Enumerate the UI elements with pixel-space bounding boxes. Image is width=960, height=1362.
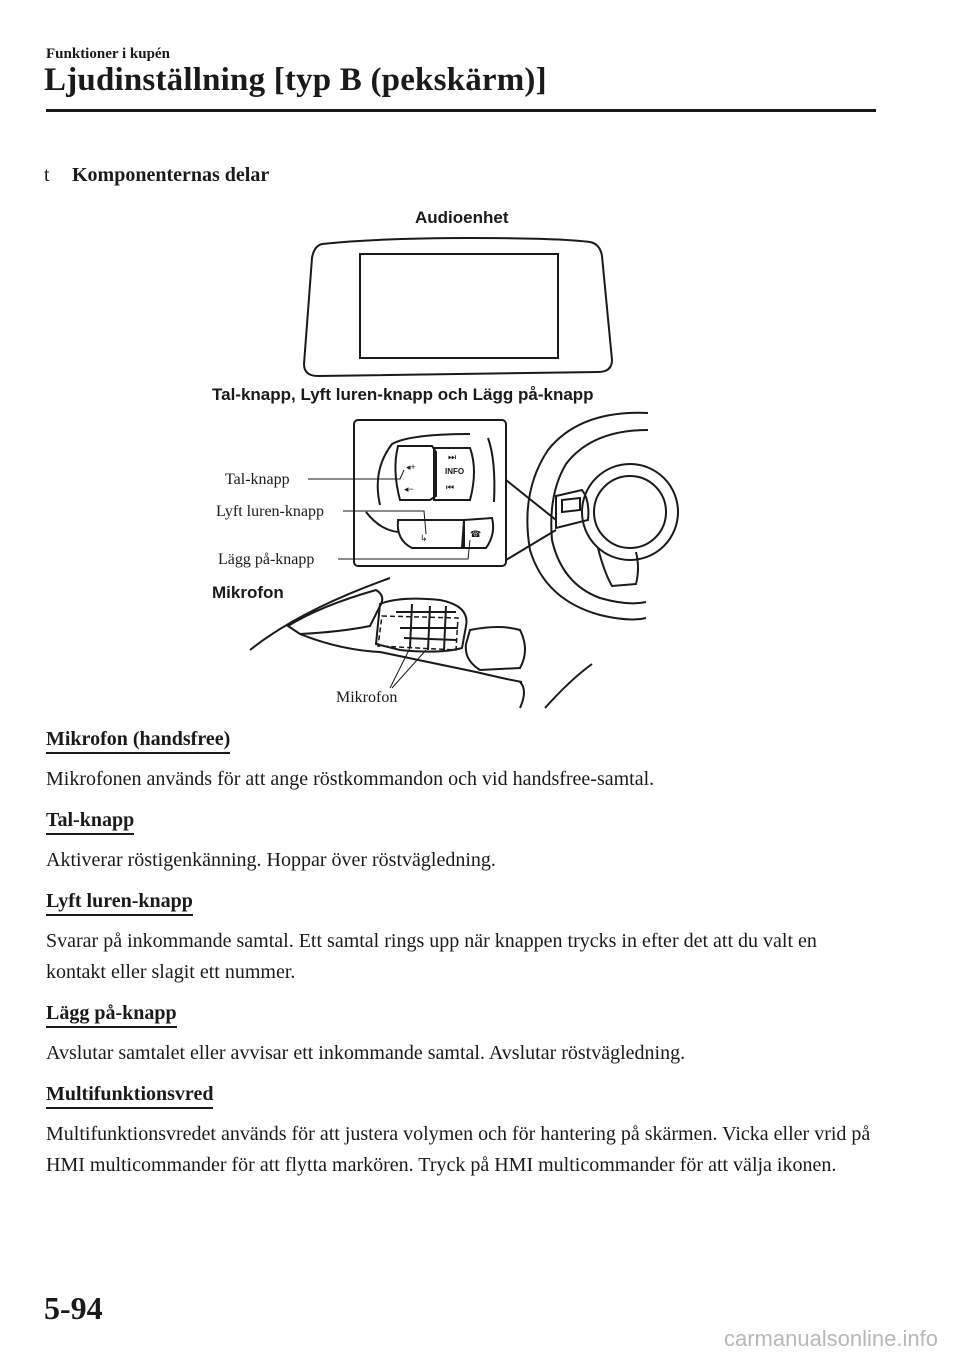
page-number: 5-94 xyxy=(44,1290,103,1326)
section-heading xyxy=(44,164,269,187)
pickup-button-leader xyxy=(343,511,426,534)
definition-list xyxy=(46,728,876,1195)
audio-unit-label: Audioenhet xyxy=(415,208,509,227)
definition-item xyxy=(46,728,876,795)
svg-text:☎: ☎ xyxy=(470,529,482,539)
page-title: Ljudinställning [typ B (pekskärm)] xyxy=(44,62,547,98)
definition-term: Lägg på-knapp xyxy=(46,1002,177,1028)
definition-term: Tal-knapp xyxy=(46,809,134,835)
definition-item xyxy=(46,1002,876,1069)
buttons-group-label: Tal-knapp, Lyft luren-knapp och Lägg på-knapp xyxy=(212,385,594,404)
watermark: carmanualsonline.info xyxy=(723,1326,938,1351)
definition-description: Aktiverar röstigenkänning. Hoppar över röstvägledning. xyxy=(46,849,496,871)
audio-unit-illustration xyxy=(304,238,612,376)
svg-text:⏮: ⏮ xyxy=(446,482,455,492)
section-bullet: t xyxy=(44,164,50,186)
section-heading-text: Komponenternas delar xyxy=(72,164,270,186)
definition-item xyxy=(46,809,876,876)
steering-switch-closeup xyxy=(354,420,506,566)
definition-term: Mikrofon (handsfree) xyxy=(46,728,230,754)
components-diagram xyxy=(0,195,960,720)
breadcrumb: Funktioner i kupén xyxy=(46,46,170,62)
pickup-button-callout: Lyft luren-knapp xyxy=(216,503,324,520)
hangup-button-callout: Lägg på-knapp xyxy=(218,551,315,568)
definition-description: Svarar på inkommande samtal. Ett samtal rings upp när knappen trycks in efter det att du valt en kontakt eller slagit ett nummer. xyxy=(46,930,817,983)
svg-text:◂+: ◂+ xyxy=(406,462,416,472)
microphone-callout: Mikrofon xyxy=(336,689,398,706)
svg-text:◂−: ◂− xyxy=(404,484,414,494)
definition-description: Avslutar samtalet eller avvisar ett inkommande samtal. Avslutar röstvägledning. xyxy=(46,1042,686,1064)
microphone-leader xyxy=(390,648,426,688)
overhead-console-illustration xyxy=(250,578,592,708)
definition-term: Lyft luren-knapp xyxy=(46,890,193,916)
title-divider xyxy=(46,109,876,112)
info-button-text: INFO xyxy=(445,467,465,476)
talk-button-callout: Tal-knapp xyxy=(225,471,290,488)
definition-term: Multifunktionsvred xyxy=(46,1083,213,1109)
definition-item xyxy=(46,1083,876,1181)
microphone-group-label: Mikrofon xyxy=(212,583,284,602)
svg-text:↳: ↳ xyxy=(420,533,428,543)
definition-description: Mikrofonen används för att ange röstkommandon och vid handsfree-samtal. xyxy=(46,768,655,790)
talk-button-leader xyxy=(308,470,404,479)
definition-item xyxy=(46,890,876,988)
definition-description: Multifunktionsvredet används för att justera volymen och för hantering på skärmen. Vicka eller vrid på HMI multicommander för att flytta markören. Tryck på HMI multicommander för att välja ikonen. xyxy=(46,1123,871,1176)
svg-text:⏭: ⏭ xyxy=(448,452,457,462)
